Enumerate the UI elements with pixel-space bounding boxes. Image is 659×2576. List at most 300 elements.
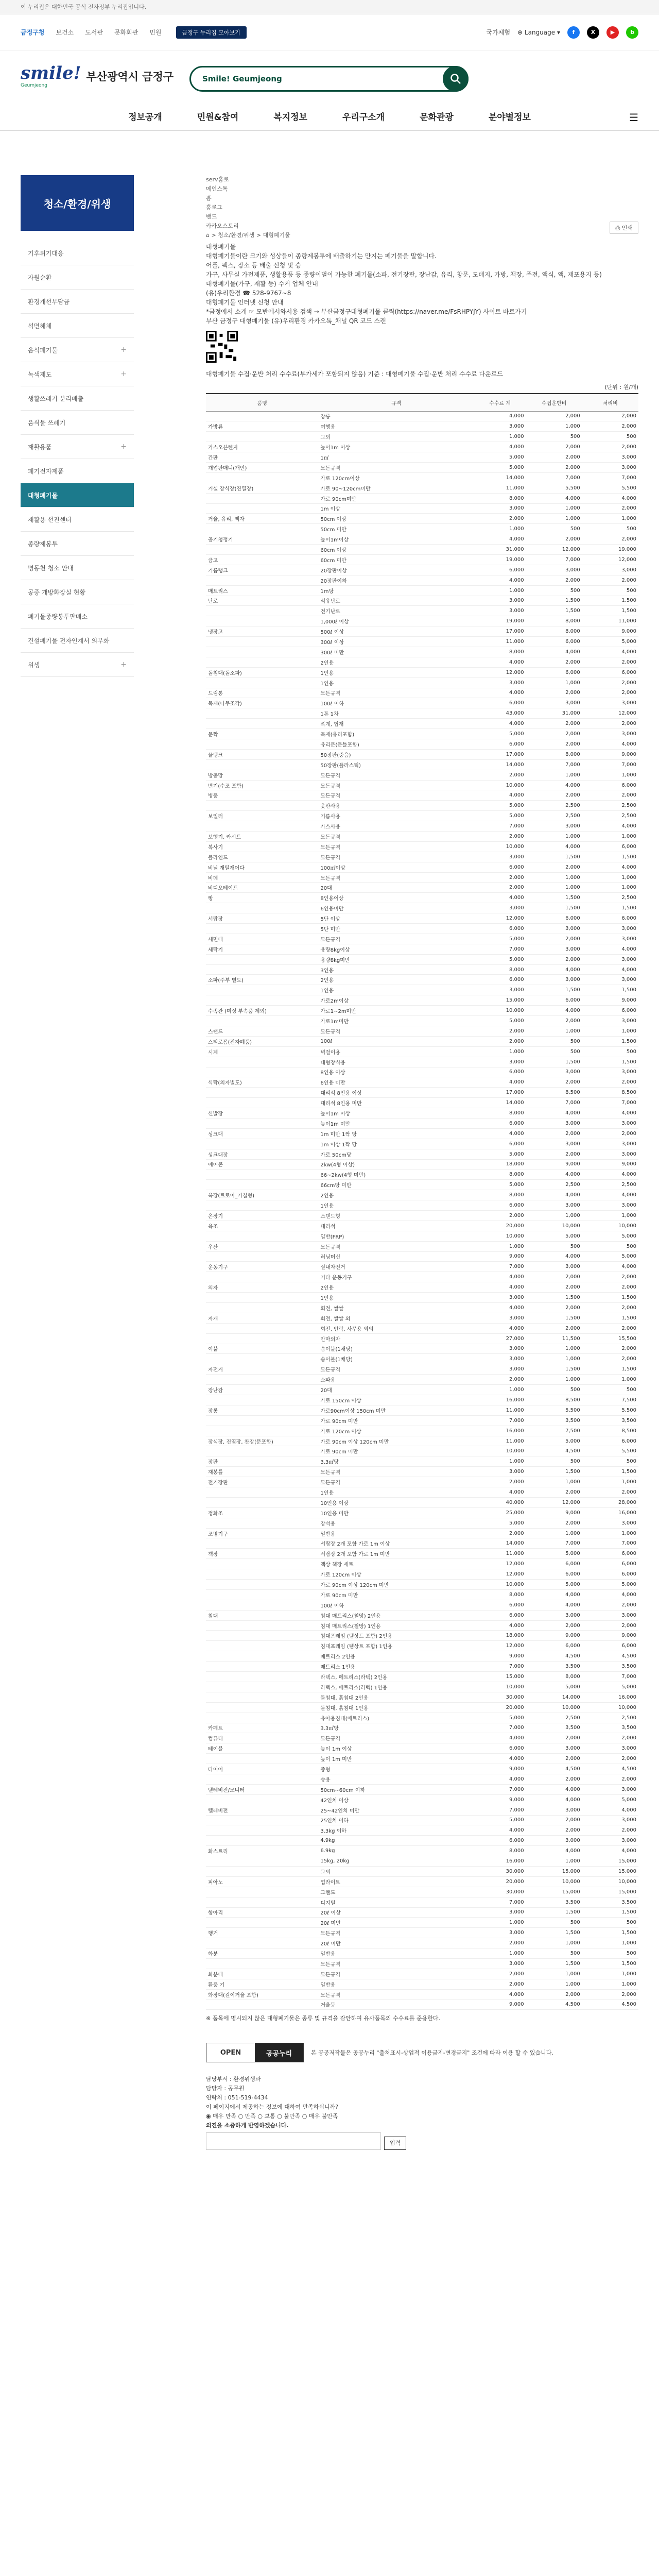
process-cell: 1,500 [582, 1928, 638, 1938]
total-cell: 7,000 [474, 1262, 526, 1272]
spec-cell: 유리문(문틀포함) [318, 739, 474, 750]
item-cell: 신발장 [206, 1108, 318, 1118]
qr-code-icon [206, 331, 238, 363]
spec-cell: 가로1m미만 [318, 1016, 474, 1026]
table-row [206, 1159, 638, 1170]
process-cell: 7,000 [582, 1672, 638, 1682]
sidebar-item[interactable]: 생활쓰레기 분리배출 [21, 386, 134, 411]
site-logo[interactable] [21, 64, 174, 88]
collect-cell: 1,000 [526, 1210, 582, 1221]
sidebar-item[interactable]: 음식폐기물 + [21, 338, 134, 362]
search-input[interactable] [189, 66, 469, 92]
spec-cell: 모든규격 [318, 841, 474, 852]
sidebar-item[interactable]: 재활용품 + [21, 435, 134, 459]
nav-item-civil[interactable]: 민원&참여 [197, 112, 239, 123]
total-cell: 5,000 [474, 1518, 526, 1528]
item-cell: 옥장(트로이_거칠형) [206, 1190, 318, 1200]
total-cell: 11,000 [474, 483, 526, 493]
sidebar-item[interactable]: 석면해체 [21, 314, 134, 338]
site-collection-button[interactable]: 금정구 누리집 모아보기 [176, 26, 247, 39]
collect-cell: 4,000 [526, 1251, 582, 1262]
table-row [206, 1477, 638, 1487]
process-cell: 3,000 [582, 1200, 638, 1211]
table-row [206, 1569, 638, 1580]
x-icon[interactable]: X [587, 26, 599, 39]
collect-cell: 500 [526, 1241, 582, 1251]
top-link[interactable]: 도서관 [85, 29, 103, 36]
table-row [206, 1108, 638, 1118]
table-row [206, 1262, 638, 1272]
table-row [206, 1897, 638, 1907]
table-row [206, 452, 638, 463]
total-cell: 7,000 [474, 1805, 526, 1815]
table-row [206, 903, 638, 913]
process-cell: 3,500 [582, 1723, 638, 1733]
spec-cell: 높이1m이상 [318, 534, 474, 545]
total-cell: 4,000 [474, 657, 526, 667]
total-cell: 14,000 [474, 759, 526, 770]
spec-cell: 모든규격 [318, 1467, 474, 1477]
process-cell: 4,500 [582, 1764, 638, 1774]
table-row [206, 1856, 638, 1867]
sidebar-item[interactable]: 재활용 선진센터 [21, 507, 134, 532]
spec-cell: 그외 [318, 1866, 474, 1876]
table-row [206, 1743, 638, 1754]
total-cell: 3,000 [474, 596, 526, 606]
collect-cell: 1,500 [526, 606, 582, 616]
collect-cell: 10,000 [526, 1702, 582, 1713]
total-cell: 6,000 [474, 1610, 526, 1620]
item-cell [206, 1200, 318, 1211]
process-cell: 1,000 [582, 514, 638, 524]
process-cell: 3,000 [582, 1610, 638, 1620]
table-row [206, 1098, 638, 1108]
nav-item-culture[interactable]: 문화관광 [420, 112, 454, 123]
process-cell: 500 [582, 1456, 638, 1467]
collect-cell: 6,000 [526, 995, 582, 1006]
table-row [206, 1979, 638, 1989]
process-cell: 3,000 [582, 565, 638, 575]
table-row [206, 1651, 638, 1662]
share-link[interactable]: 메인스톡 [206, 185, 228, 192]
process-cell: 3,000 [582, 954, 638, 964]
spec-cell: 스탠드형 [318, 1210, 474, 1221]
collect-cell: 2,000 [526, 1323, 582, 1333]
total-cell: 4,000 [474, 411, 526, 421]
spec-cell: 침대프레임 (템상트 포함) 2인용 [318, 1631, 474, 1641]
survey-options[interactable]: ◉ 매우 만족 ○ 만족 ○ 보통 ○ 불만족 ○ 매우 불만족 [206, 2113, 338, 2120]
process-cell: 7,000 [582, 1538, 638, 1549]
table-note: ※ 품목에 명시되지 않은 대형폐기물은 종류 및 규격을 감안하여 유사품목의 수수료를 준용한다. [206, 2015, 440, 2022]
collect-cell: 1,000 [526, 770, 582, 780]
spec-cell: 가로 150cm 이상 [318, 1395, 474, 1405]
item-cell [206, 1446, 318, 1456]
spec-cell: 소파용 [318, 1375, 474, 1385]
table-row [206, 995, 638, 1006]
sidebar-item[interactable]: 음식물 쓰레기 [21, 411, 134, 435]
process-cell: 1,500 [582, 1364, 638, 1375]
collect-cell: 2,000 [526, 729, 582, 739]
item-cell [206, 1487, 318, 1498]
item-cell: 가스오븐렌지 [206, 442, 318, 452]
intro-line: (유)우리환경 ☎ 528-9767~8 [206, 290, 291, 297]
spec-cell: 가로2m이상 [318, 995, 474, 1006]
print-button[interactable]: ⎙ 인쇄 [610, 222, 638, 234]
share-link[interactable]: 홈 [206, 195, 212, 201]
item-cell [206, 1836, 318, 1846]
total-cell: 3,000 [474, 852, 526, 862]
spec-cell: 침대 매트리스(철망) 2인용 [318, 1610, 474, 1620]
process-cell: 500 [582, 1241, 638, 1251]
collect-cell: 3,000 [526, 1118, 582, 1128]
plus-icon: + [120, 370, 127, 378]
total-cell: 5,000 [474, 729, 526, 739]
total-cell: 12,000 [474, 1641, 526, 1651]
item-cell [206, 1057, 318, 1067]
sidebar-item[interactable]: 폐기물종량봉투판매소 [21, 604, 134, 629]
process-cell: 6,000 [582, 913, 638, 924]
col-item: 품명 [206, 394, 318, 411]
top-link[interactable]: 금정구청 [21, 29, 45, 36]
process-cell: 12,000 [582, 708, 638, 719]
process-cell: 2,000 [582, 575, 638, 585]
sidebar-item[interactable]: 폐기전자제품 [21, 459, 134, 483]
collect-cell: 3,000 [526, 821, 582, 832]
spec-cell: 모든규격 [318, 1969, 474, 1979]
process-cell: 2,000 [582, 790, 638, 801]
national-experience-link[interactable]: 국가체험 [486, 29, 511, 36]
item-cell: 식탁(의자별도) [206, 1077, 318, 1088]
table-row [206, 1836, 638, 1846]
item-cell [206, 1559, 318, 1569]
total-cell: 18,000 [474, 1159, 526, 1170]
item-cell [206, 411, 318, 421]
search-button[interactable] [443, 66, 469, 92]
process-cell: 3,000 [582, 934, 638, 944]
item-cell [206, 1620, 318, 1631]
table-row [206, 1077, 638, 1088]
table-row [206, 1170, 638, 1180]
total-cell: 8,000 [474, 964, 526, 975]
table-row [206, 1231, 638, 1241]
total-cell: 1,000 [474, 585, 526, 596]
table-row [206, 534, 638, 545]
spec-cell: 가로 90cm 이상 120cm 미만 [318, 1580, 474, 1590]
collect-cell: 7,500 [526, 1426, 582, 1436]
share-link[interactable]: serv홈로 [206, 176, 229, 183]
table-row [206, 1180, 638, 1190]
table-row [206, 1938, 638, 1948]
total-cell: 8,000 [474, 493, 526, 503]
item-cell: 목재(나무조각) [206, 698, 318, 708]
collect-cell: 1,500 [526, 1313, 582, 1323]
item-cell [206, 1395, 318, 1405]
nav-item-about[interactable]: 우리구소개 [342, 112, 385, 123]
spec-cell: 회전, 쌀쌀 [318, 1302, 474, 1313]
collect-cell: 2,000 [526, 688, 582, 698]
spec-cell: 1톤 1차 [318, 708, 474, 719]
survey-submit-button[interactable]: 입력 [384, 2137, 406, 2150]
logo-name: 부산광역시 금정구 [86, 71, 174, 83]
table-row [206, 1046, 638, 1057]
spec-cell: 66cm당 미만 [318, 1180, 474, 1190]
sidebar-item[interactable]: 대형폐기물 [21, 483, 134, 507]
blog-icon[interactable]: b [626, 26, 638, 39]
item-cell: 장식장, 진열장, 찬장(문포함) [206, 1436, 318, 1446]
collect-cell: 4,000 [526, 493, 582, 503]
table-row [206, 667, 638, 677]
total-cell: 31,000 [474, 545, 526, 555]
process-cell: 5,500 [582, 483, 638, 493]
top-links [21, 26, 247, 39]
spec-cell: 1인용 [318, 1487, 474, 1498]
collect-cell: 2,000 [526, 1754, 582, 1764]
item-cell: 에어콘 [206, 1159, 318, 1170]
process-cell: 4,000 [582, 493, 638, 503]
process-cell: 4,000 [582, 1589, 638, 1600]
item-cell [206, 964, 318, 975]
total-cell: 15,000 [474, 995, 526, 1006]
process-cell: 1,500 [582, 1907, 638, 1918]
process-cell: 500 [582, 1918, 638, 1928]
table-row [206, 1302, 638, 1313]
sidebar-item[interactable]: 자원순환 [21, 265, 134, 290]
spec-cell: 라텍스, 메트리스(라텍) 2인용 [318, 1672, 474, 1682]
total-cell: 7,000 [474, 821, 526, 832]
sidebar-item[interactable]: 환경개선부담금 [21, 290, 134, 314]
spec-cell: 그외 [318, 432, 474, 442]
table-row [206, 1528, 638, 1538]
process-cell: 16,000 [582, 1507, 638, 1518]
total-cell: 3,000 [474, 1467, 526, 1477]
item-cell: 정화조 [206, 1507, 318, 1518]
share-link[interactable]: 밴드 [206, 213, 217, 220]
table-row [206, 1456, 638, 1467]
total-cell: 8,000 [474, 647, 526, 657]
item-cell [206, 637, 318, 647]
table-row [206, 1948, 638, 1959]
facebook-icon[interactable]: f [567, 26, 580, 39]
process-cell: 2,000 [582, 503, 638, 514]
total-cell: 5,000 [474, 1016, 526, 1026]
total-cell: 9,000 [474, 1651, 526, 1662]
total-cell: 6,000 [474, 1139, 526, 1149]
collect-cell: 2,000 [526, 790, 582, 801]
sidebar-item[interactable]: 위생 + [21, 653, 134, 677]
nav-item-welfare[interactable]: 복지정보 [273, 112, 307, 123]
collect-cell: 2,500 [526, 811, 582, 821]
table-row [206, 554, 638, 565]
item-cell [206, 1713, 318, 1723]
total-cell: 2,000 [474, 770, 526, 780]
total-cell: 2,000 [474, 1528, 526, 1538]
collect-cell: 15,000 [526, 1866, 582, 1876]
spec-cell: 1㎡ [318, 452, 474, 463]
sidebar-item[interactable]: 건설폐기물 전자인계서 의무화 [21, 629, 134, 653]
menu-icon[interactable]: ☰ [629, 111, 638, 124]
table-row [206, 472, 638, 483]
col-total: 수수료 계 [474, 394, 526, 411]
total-cell: 7,000 [474, 944, 526, 954]
table-row [206, 462, 638, 472]
nav-item-info[interactable]: 정보공개 [128, 112, 162, 123]
table-row [206, 1610, 638, 1620]
item-cell: 테이블 [206, 1743, 318, 1754]
total-cell: 3,000 [474, 1313, 526, 1323]
total-cell: 27,000 [474, 1333, 526, 1344]
process-cell: 2,000 [582, 1733, 638, 1743]
spec-cell: 2kw(4형 이상) [318, 1159, 474, 1170]
item-cell [206, 1589, 318, 1600]
collect-cell: 4,000 [526, 964, 582, 975]
collect-cell: 2,500 [526, 1713, 582, 1723]
item-cell: 드럼통 [206, 688, 318, 698]
collect-cell: 2,000 [526, 1620, 582, 1631]
table-row [206, 616, 638, 626]
spec-cell: 대형장식용 [318, 1057, 474, 1067]
total-cell: 10,000 [474, 1231, 526, 1241]
table-row [206, 1293, 638, 1303]
table-row [206, 852, 638, 862]
item-cell [206, 1651, 318, 1662]
process-cell: 10,000 [582, 1702, 638, 1713]
collect-cell: 2,000 [526, 1733, 582, 1743]
collect-cell: 500 [526, 432, 582, 442]
spec-cell: 일반용 [318, 1979, 474, 1989]
total-cell: 3,000 [474, 1907, 526, 1918]
spec-cell: 장석용 [318, 1518, 474, 1528]
table-row [206, 1692, 638, 1702]
table-row [206, 626, 638, 637]
spec-cell: 가로 90cm 미만 [318, 1415, 474, 1426]
spec-cell: 대리석 8인용 이상 [318, 1088, 474, 1098]
total-cell: 16,000 [474, 1426, 526, 1436]
plus-icon: + [120, 346, 127, 354]
table-row [206, 1887, 638, 1897]
share-link[interactable]: 홈로그 [206, 204, 222, 211]
youtube-icon[interactable]: ▶ [606, 26, 619, 39]
collect-cell: 1,000 [526, 1979, 582, 1989]
collect-cell: 2,000 [526, 1825, 582, 1836]
table-row [206, 1723, 638, 1733]
table-row [206, 944, 638, 954]
table-row [206, 1415, 638, 1426]
collect-cell: 1,000 [526, 1938, 582, 1948]
item-cell: 컴퓨터 [206, 1733, 318, 1743]
collect-cell: 3,500 [526, 1897, 582, 1907]
table-row [206, 821, 638, 832]
top-link[interactable]: 문화회관 [114, 29, 138, 36]
spec-cell: 대리석 8인용 미만 [318, 1098, 474, 1108]
item-cell: 텔레비전 [206, 1805, 318, 1815]
process-cell: 5,000 [582, 1231, 638, 1241]
survey-comment-input[interactable] [206, 2132, 381, 2150]
process-cell: 1,000 [582, 1969, 638, 1979]
sidebar-item[interactable]: 공중 개방화장실 현황 [21, 580, 134, 604]
sidebar-item[interactable]: 녹색제도 + [21, 362, 134, 386]
collect-cell: 1,500 [526, 1907, 582, 1918]
process-cell: 4,000 [582, 862, 638, 872]
spec-cell: 10인용 이상 [318, 1497, 474, 1507]
item-cell [206, 1538, 318, 1549]
table-row [206, 954, 638, 964]
total-cell: 2,000 [474, 1026, 526, 1036]
total-cell: 4,000 [474, 1620, 526, 1631]
item-cell: 운동기구 [206, 1262, 318, 1272]
total-cell: 5,000 [474, 801, 526, 811]
process-cell: 9,000 [582, 1631, 638, 1641]
item-cell [206, 1569, 318, 1580]
nav-item-field[interactable]: 분야별정보 [488, 112, 531, 123]
sidebar-item[interactable]: 종량제봉투 [21, 532, 134, 556]
collect-cell: 3,000 [526, 975, 582, 985]
table-row [206, 1128, 638, 1139]
collect-cell: 2,000 [526, 1518, 582, 1528]
table-row [206, 1088, 638, 1098]
item-cell: 시계 [206, 1046, 318, 1057]
item-cell: 스티로폼(전자폐품) [206, 1036, 318, 1046]
item-cell: 공기청정기 [206, 534, 318, 545]
survey-question: 이 페이지에서 제공하는 정보에 대하여 만족하십니까? [206, 2104, 339, 2111]
spec-cell: 300ℓ 이상 [318, 637, 474, 647]
spec-cell: 1m 이상 1짝 당 [318, 1139, 474, 1149]
language-select[interactable]: ⊕ Language ▾ [517, 28, 560, 36]
collect-cell: 8,000 [526, 1672, 582, 1682]
share-link[interactable]: 카카오스토리 [206, 223, 239, 229]
spec-cell: 모든규격 [318, 934, 474, 944]
process-cell: 15,000 [582, 1887, 638, 1897]
total-cell: 25,000 [474, 1507, 526, 1518]
table-row [206, 657, 638, 667]
top-link[interactable]: 보건소 [56, 29, 74, 36]
spec-cell: 1m 이상 [318, 503, 474, 514]
item-cell [206, 1866, 318, 1876]
process-cell: 6,000 [582, 667, 638, 677]
process-cell: 5,000 [582, 1682, 638, 1692]
collect-cell: 4,000 [526, 780, 582, 790]
table-row [206, 1282, 638, 1293]
item-cell [206, 1272, 318, 1282]
total-cell: 6,000 [474, 698, 526, 708]
sidebar-item[interactable]: 기후위기대응 [21, 241, 134, 265]
table-row [206, 801, 638, 811]
process-cell: 3,000 [582, 1118, 638, 1128]
table-row [206, 1989, 638, 1999]
item-cell [206, 616, 318, 626]
process-cell: 9,000 [582, 995, 638, 1006]
staff: 담당자 : 공무원 [206, 2085, 245, 2092]
spec-cell: 가로 120cm 이상 [318, 1569, 474, 1580]
collect-cell: 1,000 [526, 503, 582, 514]
item-cell: 비데 [206, 872, 318, 883]
total-cell: 1,000 [474, 1918, 526, 1928]
process-cell: 6,000 [582, 1559, 638, 1569]
top-link[interactable]: 민원 [149, 29, 162, 36]
total-cell: 8,000 [474, 1108, 526, 1118]
table-row [206, 862, 638, 872]
total-cell: 4,000 [474, 1128, 526, 1139]
sidebar-item[interactable]: 명동천 청소 안내 [21, 556, 134, 580]
process-cell: 3,000 [582, 1836, 638, 1846]
total-cell: 1,000 [474, 1385, 526, 1395]
total-cell: 9,000 [474, 1764, 526, 1774]
collect-cell: 6,000 [526, 637, 582, 647]
spec-cell: 20ℓ 미만 [318, 1918, 474, 1928]
process-cell: 3,000 [582, 1139, 638, 1149]
collect-cell: 3,000 [526, 1139, 582, 1149]
collect-cell: 6,000 [526, 667, 582, 677]
item-cell [206, 719, 318, 729]
